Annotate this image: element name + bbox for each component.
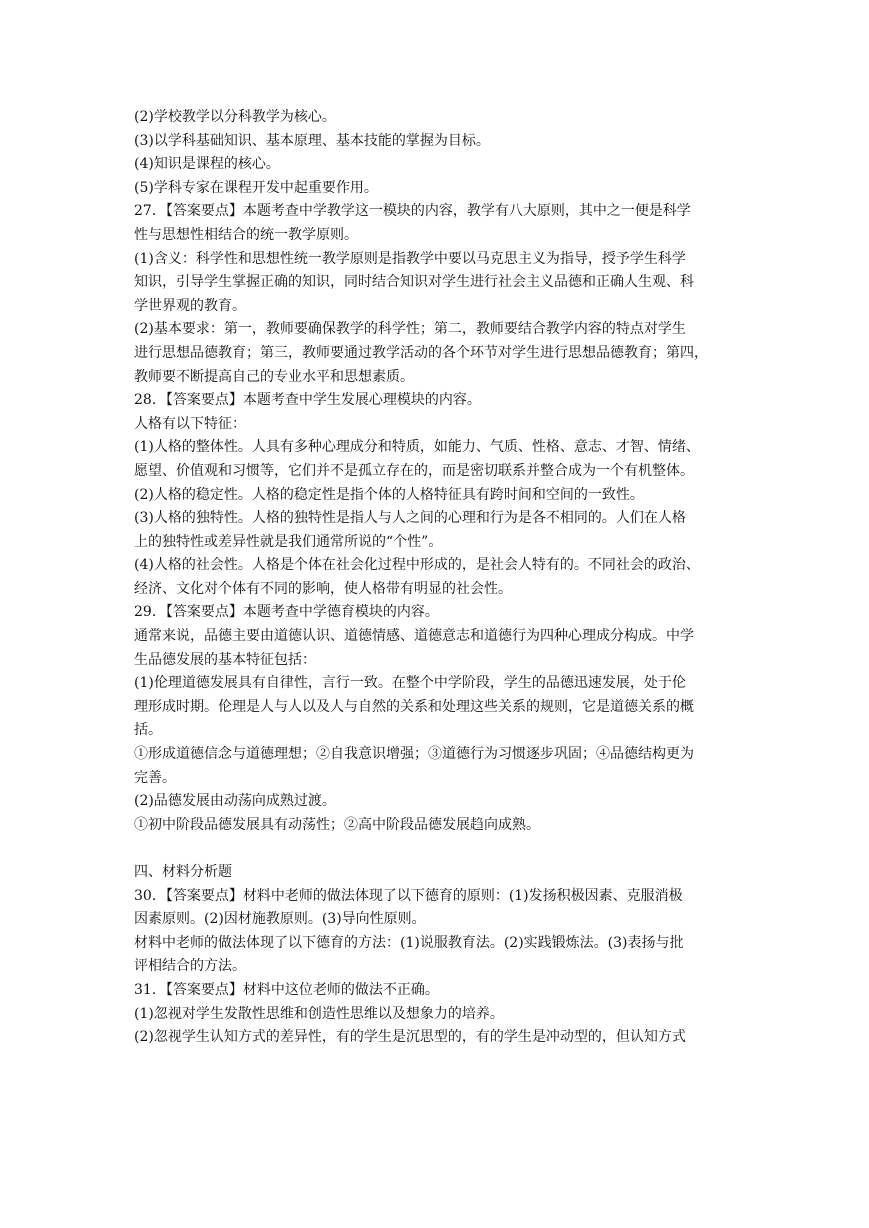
text-line: (1)人格的整体性。人具有多种心理成分和特质，如能力、气质、性格、意志、才智、情绪、 <box>134 439 700 456</box>
text-line: ①初中阶段品德发展具有动荡性；②高中阶段品德发展趋向成熟。 <box>134 816 540 833</box>
text-line: 材料中老师的做法体现了以下德育的方法：(1)说服教育法。(2)实践锻炼法。(3)表扬与批 <box>134 934 684 951</box>
text-line: 人格有以下特征： <box>134 415 246 432</box>
text-line: 因素原则。(2)因材施教原则。(3)导向性原则。 <box>134 911 426 928</box>
text-line: ①形成道德信念与道德理想；②自我意识增强；③道德行为习惯逐步巩固；④品德结构更为 <box>134 746 694 763</box>
text-line: (4)知识是课程的核心。 <box>134 156 280 173</box>
text-line: (1)含义：科学性和思想性统一教学原则是指教学中要以马克思主义为指导，授予学生科学 <box>134 250 686 267</box>
blank-line <box>134 837 738 861</box>
text-line: 评相结合的方法。 <box>134 958 246 975</box>
text-line: (2)品德发展由动荡向成熟过渡。 <box>134 793 336 810</box>
text-line: 理形成时期。伦理是人与人以及人与自然的关系和处理这些关系的规则，它是道德关系的概 <box>134 698 694 715</box>
text-line: (2)基本要求：第一，教师要确保教学的科学性；第二，教师要结合教学内容的特点对学生 <box>134 321 686 338</box>
text-line: 学世界观的教育。 <box>134 297 246 314</box>
text-line: 知识，引导学生掌握正确的知识，同时结合知识对学生进行社会主义品德和正确人生观、科 <box>134 274 694 291</box>
text-line: 完善。 <box>134 769 176 786</box>
text-line: (2)人格的稳定性。人格的稳定性是指个体的人格特征具有跨时间和空间的一致性。 <box>134 486 644 503</box>
text-line: 28．【答案要点】本题考查中学生发展心理模块的内容。 <box>134 392 481 409</box>
text-line: 括。 <box>134 722 162 739</box>
text-line: (3)以学科基础知识、基本原理、基本技能的掌握为目标。 <box>134 132 490 149</box>
text-line: (2)学校教学以分科教学为核心。 <box>134 109 336 125</box>
text-line: (4)人格的社会性。人格是个体在社会化过程中形成的，是社会人特有的。不同社会的政治、 <box>134 557 700 574</box>
text-line: 经济、文化对个体有不同的影响，使人格带有明显的社会性。 <box>134 580 512 597</box>
text-line: 性与思想性相结合的统一教学原则。 <box>134 226 358 243</box>
text-line: 教师要不断提高自己的专业水平和思想素质。 <box>134 368 414 385</box>
text-line: 通常来说，品德主要由道德认识、道德情感、道德意志和道德行为四种心理成分构成。中学 <box>134 628 694 645</box>
text-line: 上的独特性或差异性就是我们通常所说的“个性”。 <box>134 533 443 550</box>
text-line: 27．【答案要点】本题考查中学教学这一模块的内容，教学有八大原则，其中之一便是科学 <box>134 203 691 220</box>
text-line: (5)学科专家在课程开发中起重要作用。 <box>134 179 378 196</box>
text-line: 31．【答案要点】材料中这位老师的做法不正确。 <box>134 981 439 998</box>
text-line: 愿望、价值观和习惯等，它们并不是孤立存在的，而是密切联系并整合成为一个有机整体。 <box>134 462 694 479</box>
text-line: 生品德发展的基本特征包括： <box>134 651 316 668</box>
text-line: (1)忽视对学生发散性思维和创造性思维以及想象力的培养。 <box>134 1005 504 1022</box>
text-line: (2)忽视学生认知方式的差异性，有的学生是沉思型的，有的学生是冲动型的，但认知方式 <box>134 1029 686 1046</box>
text-line: 四、材料分析题 <box>134 864 232 880</box>
text-line: (3)人格的独特性。人格的独特性是指人与人之间的心理和行为是各不相同的。人们在人格 <box>134 510 686 527</box>
document-body <box>134 106 738 1050</box>
text-line: (1)伦理道德发展具有自律性，言行一致。在整个中学阶段，学生的品德迅速发展，处于伦 <box>134 675 686 692</box>
text-line: 29．【答案要点】本题考查中学德育模块的内容。 <box>134 604 439 621</box>
text-line: 进行思想品德教育；第三，教师要通过教学活动的各个环节对学生进行思想品德教育；第四， <box>134 344 708 361</box>
text-line: 30．【答案要点】材料中老师的做法体现了以下德育的原则：(1)发扬积极因素、克服消极 <box>134 887 683 904</box>
